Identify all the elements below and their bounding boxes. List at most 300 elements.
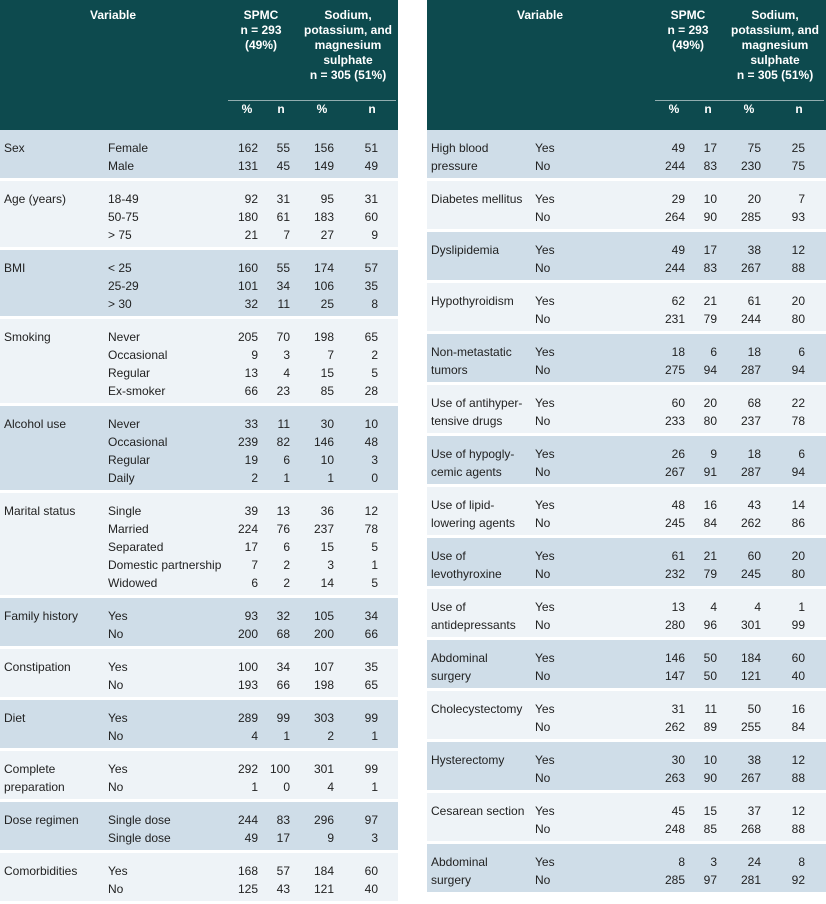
value-cell: 17 [244, 540, 258, 554]
category-label: Yes [535, 651, 555, 665]
table-row [0, 406, 398, 490]
value-cell: 2 [283, 558, 290, 572]
value-cell: 83 [703, 159, 717, 173]
value-cell: 85 [703, 822, 717, 836]
table-row [427, 691, 826, 739]
value-cell: 146 [664, 651, 685, 665]
subcol-n-2: n [368, 102, 376, 116]
value-cell: 12 [791, 753, 805, 767]
value-column-c2 [683, 853, 717, 889]
row-variable [4, 139, 25, 157]
value-cell: 285 [664, 873, 685, 887]
value-cell: 89 [703, 720, 717, 734]
table-row [0, 751, 398, 799]
value-cell: 105 [313, 609, 334, 623]
variable-line: Non-metastatic [431, 345, 512, 359]
variable-line: lowering agents [431, 516, 516, 530]
value-column-c4 [771, 700, 805, 736]
variable-line: Smoking [4, 330, 51, 344]
value-column-c1 [651, 649, 685, 685]
table-row [427, 793, 826, 841]
value-column-c4 [344, 328, 378, 400]
value-column-c2 [683, 241, 717, 277]
category-label: Separated [108, 540, 164, 554]
category-label: No [535, 363, 551, 377]
category-label: No [535, 312, 551, 326]
value-cell: 40 [791, 669, 805, 683]
variable-line: BMI [4, 261, 26, 275]
value-column-c1 [651, 241, 685, 277]
value-column-c4 [771, 445, 805, 481]
value-cell: 55 [276, 141, 290, 155]
value-column-c2 [256, 709, 290, 745]
value-cell: 162 [237, 141, 258, 155]
value-cell: 101 [237, 279, 258, 293]
category-label: No [108, 882, 124, 896]
row-variable [4, 658, 71, 676]
category-label: Yes [108, 660, 128, 674]
header-rule [228, 100, 396, 101]
value-cell: 285 [740, 210, 761, 224]
value-column-c1 [224, 760, 258, 796]
category-label: Yes [535, 498, 555, 512]
value-column-c1 [224, 502, 258, 592]
row-separator [427, 892, 826, 895]
category-label: No [535, 822, 551, 836]
row-variable [4, 709, 25, 727]
category-label: > 30 [108, 297, 132, 311]
value-column-c4 [344, 811, 378, 847]
table-row [0, 181, 398, 247]
value-cell: 30 [671, 753, 685, 767]
value-cell: 125 [237, 882, 258, 896]
spmc-header-line: SPMC [670, 8, 706, 22]
value-column-c3 [727, 598, 761, 634]
category-label: Yes [535, 804, 555, 818]
variable-line: Cesarean section [431, 804, 525, 818]
variable-line: tensive drugs [431, 414, 503, 428]
value-cell: 30 [320, 417, 334, 431]
value-cell: 14 [320, 576, 334, 590]
value-column-c2 [256, 328, 290, 400]
header-rule [655, 100, 824, 101]
category-label: No [108, 678, 124, 692]
value-column-c1 [651, 751, 685, 787]
value-column-c2 [683, 751, 717, 787]
subcol-pct-2: % [316, 102, 328, 116]
value-column-c1 [224, 190, 258, 244]
value-cell: 107 [313, 660, 334, 674]
value-cell: 301 [740, 618, 761, 632]
value-cell: 95 [320, 192, 334, 206]
category-label: Occasional [108, 348, 168, 362]
sps-header-line: magnesium [741, 38, 809, 52]
value-cell: 97 [364, 813, 378, 827]
value-cell: 9 [327, 831, 334, 845]
category-label: Occasional [108, 435, 168, 449]
category-label: > 75 [108, 228, 132, 242]
value-cell: 11 [277, 417, 290, 431]
value-cell: 75 [791, 159, 805, 173]
value-cell: 82 [276, 435, 290, 449]
value-cell: 49 [244, 831, 258, 845]
value-cell: 1 [251, 780, 258, 794]
row-categories [108, 607, 128, 643]
value-cell: 29 [671, 192, 685, 206]
subcol-pct-1: % [668, 102, 680, 116]
row-categories [535, 649, 555, 685]
variable-line: tumors [431, 363, 468, 377]
table-row [427, 487, 826, 535]
spmc-header [232, 8, 290, 53]
category-label: No [535, 720, 551, 734]
value-cell: 26 [671, 447, 685, 461]
value-cell: 94 [791, 363, 805, 377]
category-label: 50-75 [108, 210, 139, 224]
row-categories [535, 292, 555, 328]
category-label: 25-29 [108, 279, 139, 293]
value-cell: 100 [237, 660, 258, 674]
value-cell: 1 [371, 558, 378, 572]
variable-line: Comorbidities [4, 864, 78, 878]
category-label: Yes [535, 192, 555, 206]
value-cell: 8 [371, 297, 378, 311]
value-cell: 232 [664, 567, 685, 581]
subcol-pct-2: % [743, 102, 755, 116]
value-cell: 17 [703, 141, 717, 155]
value-cell: 18 [747, 447, 761, 461]
row-variable [431, 649, 488, 685]
table-row [427, 385, 826, 433]
value-cell: 37 [747, 804, 761, 818]
value-cell: 80 [791, 567, 805, 581]
table-row [0, 598, 398, 646]
value-column-c3 [300, 658, 334, 694]
sps-header-line: Sodium, [324, 8, 372, 22]
category-label: Yes [535, 549, 555, 563]
value-cell: 19 [244, 453, 258, 467]
row-categories [535, 394, 555, 430]
row-categories [535, 445, 555, 481]
variable-line: antidepressants [431, 618, 516, 632]
category-label: Widowed [108, 576, 158, 590]
row-variable [431, 190, 522, 208]
row-categories [108, 709, 128, 745]
value-cell: 61 [747, 294, 761, 308]
row-variable [431, 802, 524, 820]
value-column-c1 [651, 190, 685, 226]
row-variable [431, 292, 514, 310]
value-cell: 9 [251, 348, 258, 362]
table-row [0, 493, 398, 595]
value-cell: 21 [244, 228, 258, 242]
value-cell: 2 [283, 576, 290, 590]
table-row [0, 319, 398, 403]
sps-header-line: sulphate [323, 53, 373, 67]
value-column-c3 [300, 415, 334, 487]
row-variable [431, 241, 499, 259]
value-cell: 146 [313, 435, 334, 449]
value-cell: 4 [710, 600, 717, 614]
table-row [427, 538, 826, 586]
category-label: 18-49 [108, 192, 139, 206]
value-cell: 99 [276, 711, 290, 725]
value-cell: 3 [710, 855, 717, 869]
value-cell: 2 [327, 729, 334, 743]
variable-line: Abdominal [431, 855, 488, 869]
value-cell: 97 [703, 873, 717, 887]
spmc-header-line: SPMC [243, 8, 279, 22]
value-cell: 75 [747, 141, 761, 155]
variable-line: pressure [431, 159, 478, 173]
value-cell: 244 [664, 159, 685, 173]
variable-line: Diet [4, 711, 26, 725]
value-cell: 10 [320, 453, 334, 467]
value-cell: 193 [237, 678, 258, 692]
value-column-c4 [771, 343, 805, 379]
value-cell: 6 [798, 345, 805, 359]
value-cell: 233 [664, 414, 685, 428]
value-cell: 25 [791, 141, 805, 155]
value-cell: 15 [703, 804, 717, 818]
value-cell: 7 [327, 348, 334, 362]
value-cell: 70 [276, 330, 290, 344]
category-label: Daily [108, 471, 135, 485]
row-variable [431, 751, 504, 769]
value-cell: 33 [244, 417, 258, 431]
variable-line: Constipation [4, 660, 71, 674]
value-cell: 51 [364, 141, 378, 155]
row-categories [108, 328, 167, 400]
value-cell: 79 [703, 567, 717, 581]
row-variable [4, 328, 51, 346]
value-cell: 84 [791, 720, 805, 734]
row-variable [431, 547, 502, 583]
value-column-c2 [683, 394, 717, 430]
row-variable [431, 394, 522, 430]
category-label: Single dose [108, 831, 171, 845]
row-variable [431, 445, 514, 481]
value-cell: 31 [364, 192, 378, 206]
value-cell: 121 [313, 882, 334, 896]
row-categories [535, 853, 555, 889]
category-label: Regular [108, 453, 151, 467]
value-cell: 96 [703, 618, 717, 632]
value-cell: 65 [364, 330, 378, 344]
variable-line: Alcohol use [4, 417, 67, 431]
value-cell: 57 [364, 261, 378, 275]
value-column-c4 [344, 709, 378, 745]
value-cell: 60 [364, 864, 378, 878]
value-column-c2 [683, 802, 717, 838]
variable-line: levothyroxine [431, 567, 502, 581]
value-cell: 1 [283, 729, 290, 743]
variable-line: surgery [431, 873, 472, 887]
value-cell: 149 [313, 159, 334, 173]
value-cell: 156 [313, 141, 334, 155]
value-cell: 13 [276, 504, 290, 518]
value-cell: 43 [276, 882, 290, 896]
value-cell: 90 [703, 771, 717, 785]
value-column-c1 [224, 139, 258, 175]
value-cell: 79 [703, 312, 717, 326]
value-column-c4 [344, 259, 378, 313]
row-variable [4, 502, 75, 520]
value-cell: 280 [664, 618, 685, 632]
category-label: Yes [535, 600, 555, 614]
value-column-c2 [256, 862, 290, 898]
value-cell: 1 [798, 600, 805, 614]
value-cell: 0 [371, 471, 378, 485]
value-column-c3 [727, 802, 761, 838]
table-row [0, 649, 398, 697]
value-cell: 6 [798, 447, 805, 461]
value-column-c1 [224, 658, 258, 694]
value-column-c2 [683, 496, 717, 532]
value-cell: 1 [327, 471, 334, 485]
value-cell: 50 [747, 702, 761, 716]
value-cell: 245 [664, 516, 685, 530]
value-cell: 60 [671, 396, 685, 410]
value-cell: 8 [798, 855, 805, 869]
value-cell: 262 [740, 516, 761, 530]
value-column-c2 [683, 343, 717, 379]
row-categories [535, 598, 555, 634]
value-cell: 12 [791, 804, 805, 818]
value-cell: 49 [364, 159, 378, 173]
value-cell: 61 [276, 210, 290, 224]
value-cell: 84 [703, 516, 717, 530]
value-cell: 3 [371, 453, 378, 467]
sps-header-line: sulphate [750, 53, 800, 67]
sps-header [298, 8, 398, 83]
value-cell: 263 [664, 771, 685, 785]
value-column-c3 [300, 709, 334, 745]
value-cell: 55 [276, 261, 290, 275]
table-body [0, 130, 398, 904]
value-cell: 88 [791, 822, 805, 836]
variable-line: Hypothyroidism [431, 294, 514, 308]
value-column-c1 [651, 598, 685, 634]
value-column-c3 [300, 760, 334, 796]
value-cell: 20 [791, 294, 805, 308]
value-column-c1 [651, 802, 685, 838]
value-column-c3 [727, 343, 761, 379]
category-label: < 25 [108, 261, 132, 275]
row-variable [4, 607, 78, 625]
value-cell: 301 [313, 762, 334, 776]
value-cell: 0 [283, 780, 290, 794]
variable-line: Diabetes mellitus [431, 192, 523, 206]
value-cell: 224 [237, 522, 258, 536]
value-column-c2 [256, 658, 290, 694]
value-cell: 99 [364, 711, 378, 725]
table-row [427, 334, 826, 382]
variable-line: Dyslipidemia [431, 243, 500, 257]
value-column-c3 [727, 853, 761, 889]
value-column-c1 [224, 862, 258, 898]
value-column-c3 [300, 190, 334, 244]
sps-header [725, 8, 825, 83]
value-cell: 121 [740, 669, 761, 683]
value-cell: 244 [664, 261, 685, 275]
value-cell: 7 [798, 192, 805, 206]
value-column-c3 [300, 259, 334, 313]
value-cell: 48 [671, 498, 685, 512]
variable-line: Use of [431, 549, 466, 563]
category-label: Never [108, 330, 141, 344]
value-cell: 17 [276, 831, 290, 845]
subcol-n-1: n [277, 102, 285, 116]
variable-line: cemic agents [431, 465, 502, 479]
value-cell: 13 [671, 600, 685, 614]
value-cell: 281 [740, 873, 761, 887]
value-column-c4 [771, 751, 805, 787]
value-cell: 31 [671, 702, 685, 716]
spmc-header [659, 8, 717, 53]
value-cell: 237 [740, 414, 761, 428]
variable-line: Abdominal [431, 651, 488, 665]
value-cell: 174 [313, 261, 334, 275]
value-cell: 86 [791, 516, 805, 530]
value-column-c3 [727, 394, 761, 430]
value-column-c3 [300, 328, 334, 400]
value-cell: 230 [740, 159, 761, 173]
category-label: Regular [108, 366, 151, 380]
value-column-c3 [727, 649, 761, 685]
value-column-c1 [651, 292, 685, 328]
table-row [427, 130, 826, 178]
table-body [427, 130, 826, 895]
variable-line: Family history [4, 609, 79, 623]
category-label: Single dose [108, 813, 171, 827]
value-cell: 25 [320, 297, 334, 311]
value-cell: 36 [320, 504, 334, 518]
category-label: Ex-smoker [108, 384, 166, 398]
category-label: Yes [535, 702, 555, 716]
value-cell: 147 [664, 669, 685, 683]
value-column-c1 [651, 445, 685, 481]
row-categories [535, 496, 555, 532]
sps-header-line: Sodium, [751, 8, 799, 22]
value-cell: 12 [364, 504, 378, 518]
value-cell: 11 [704, 702, 717, 716]
value-cell: 267 [740, 771, 761, 785]
category-label: No [535, 414, 551, 428]
value-cell: 100 [269, 762, 290, 776]
value-cell: 6 [251, 576, 258, 590]
value-cell: 160 [237, 261, 258, 275]
value-column-c1 [651, 547, 685, 583]
row-categories [535, 139, 555, 175]
subcol-n-2: n [795, 102, 803, 116]
value-column-c2 [256, 502, 290, 592]
variable-line: Use of lipid- [431, 498, 495, 512]
value-cell: 24 [747, 855, 761, 869]
subcol-pct-1: % [241, 102, 253, 116]
row-categories [108, 760, 128, 796]
value-column-c1 [651, 496, 685, 532]
value-cell: 45 [276, 159, 290, 173]
value-cell: 237 [313, 522, 334, 536]
table-row [427, 640, 826, 688]
value-cell: 5 [371, 576, 378, 590]
value-cell: 76 [276, 522, 290, 536]
value-column-c2 [683, 445, 717, 481]
row-categories [108, 658, 128, 694]
spmc-header-line: n = 293 [240, 23, 282, 37]
value-cell: 9 [710, 447, 717, 461]
